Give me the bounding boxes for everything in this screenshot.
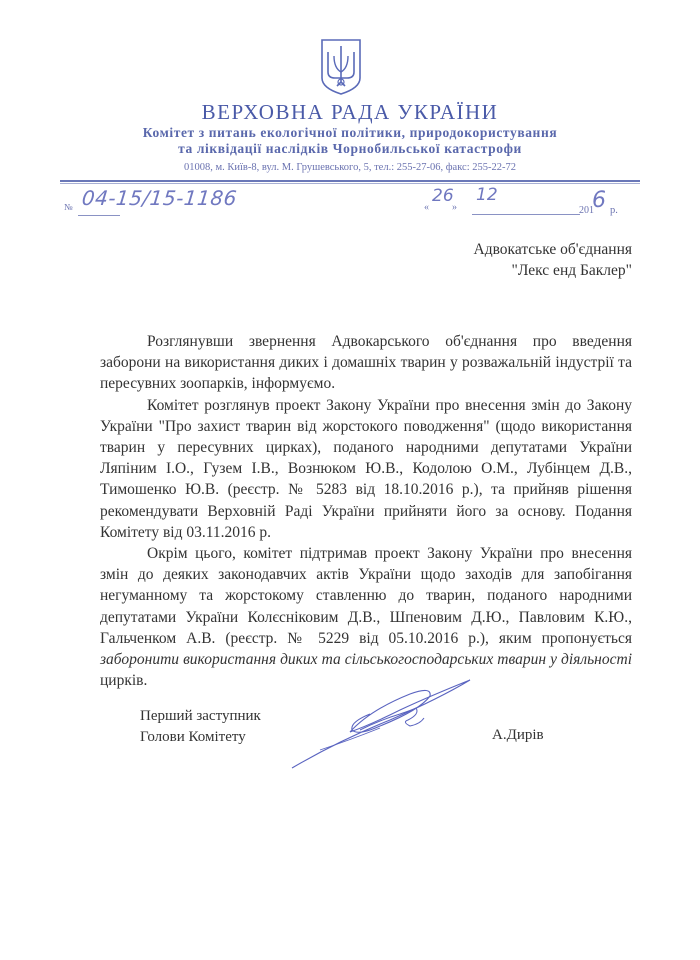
recipient-line2: "Лекс енд Баклер": [511, 262, 632, 279]
letterhead-divider: [60, 180, 640, 182]
signer-position-line1: Перший заступник: [140, 708, 261, 724]
org-name: ВЕРХОВНА РАДА УКРАЇНИ: [201, 100, 499, 124]
body-paragraph-1: Розглянувши звернення Адвокарського об'єднання про введення заборони на використання диких і домашніх тварин у розважальній індустрії та пересувних зоопарків, інформуємо.: [100, 333, 632, 393]
registration-number-label: №: [64, 202, 73, 212]
date-day-handwritten: 26: [432, 186, 454, 206]
signer-name: А.Дирів: [492, 727, 544, 743]
recipient-line1: Адвокатське об'єднання: [473, 241, 632, 258]
date-year-suffix: р.: [610, 205, 618, 216]
paragraph-3-start: Окрім цього, комітет підтримав проект Закону України про внесення змін до деяких законодавчих актів України щодо заходів для запобігання негуманному та жорстокому ставленню до тварин, поданого народними депутатами України Колєсніковим Д.В., Шпеновим Д.Ю., Павловим К.Ю., Гальченком А.В. (реєстр. № 5229 від 05.10.2016 р.), яким пропонується: [100, 545, 632, 647]
registration-number-underline: [78, 215, 120, 216]
signature: [280, 670, 480, 780]
body-paragraph-2: Комітет розглянув проект Закону України про внесення змін до Закону України "Про захист тварин від жорстокого поводження" (щодо використання тварин у пересувних цирках), поданого народними депутатами України Ляпіним І.О., Гузем І.В., Вознюком Ю.В., Кодолою О.М., Лубінцем Д.В., Тимошенко Ю.В. (реєстр. № 5283 від 18.10.2016 р.), та прийняв рішення рекомендувати Верховній Раді України прийняти його за основу. Подання Комітету від 03.11.2016 р.: [100, 396, 632, 541]
letter-body: [100, 331, 632, 691]
trident-coat-of-arms-icon: [320, 38, 362, 96]
date-open-quote: «: [424, 202, 429, 213]
committee-name-line1: Комітет з питань екологічної політики, природокористування: [142, 125, 558, 140]
signer-position: [140, 706, 261, 748]
date-year-digit-handwritten: 6: [592, 188, 606, 213]
letterhead-divider-thin: [60, 183, 640, 184]
registration-number-handwritten: 04-15/15-1186: [80, 186, 239, 210]
coat-of-arms-emblem: [320, 38, 362, 96]
date-year-prefix: 201: [579, 205, 594, 216]
paragraph-3-end: цирків.: [100, 672, 148, 690]
letterhead-address: 01008, м. Київ-8, вул. М. Грушевського, 5, тел.: 255-27-06, факс: 255-22-72: [184, 162, 516, 173]
handwritten-signature-icon: [280, 670, 480, 780]
paragraph-3-italic: заборонити використання диких та сільськогосподарських тварин у діяльності: [100, 651, 632, 669]
date-month-handwritten: 12: [476, 185, 498, 205]
committee-name-line2: та ліквідації наслідків Чорнобильської катастрофи: [178, 141, 522, 156]
date-month-underline: [472, 214, 580, 215]
date-close-quote: »: [452, 202, 457, 213]
signer-position-line2: Голови Комітету: [140, 729, 246, 745]
